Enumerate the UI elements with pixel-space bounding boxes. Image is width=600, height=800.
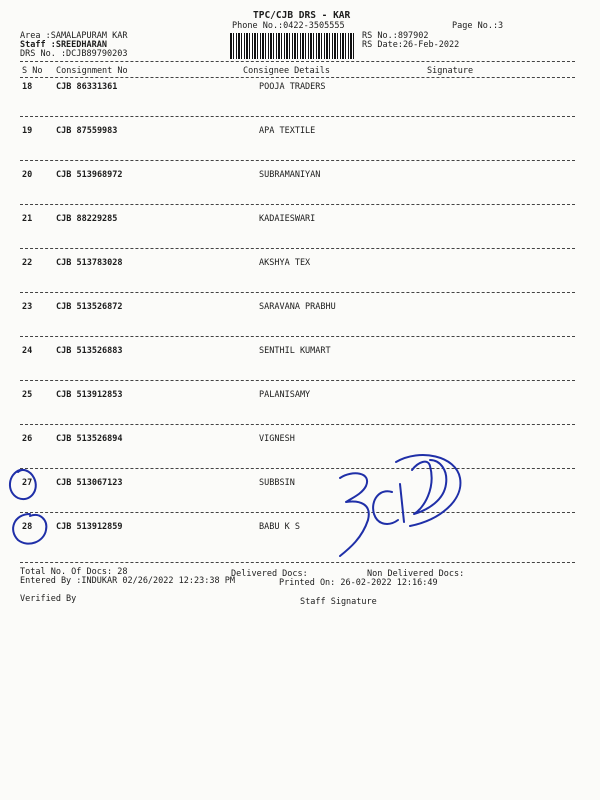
staff-signature-label: Staff Signature (300, 597, 377, 607)
row-consignment: CJB 513912853 (56, 390, 123, 400)
col-signature-header: Signature (427, 66, 474, 76)
row-consignee: VIGNESH (259, 434, 295, 444)
row-sno: 27 (22, 478, 33, 488)
row-consignee: POOJA TRADERS (259, 82, 326, 92)
row-consignee: APA TEXTILE (259, 126, 316, 136)
verified-by: Verified By (20, 594, 77, 604)
row-sno: 24 (22, 346, 33, 356)
row-consignment: CJB 513526883 (56, 346, 123, 356)
signature-stroke-l (400, 484, 404, 522)
col-consignee-header: Consignee Details (243, 66, 330, 76)
row-consignee: PALANISAMY (259, 390, 311, 400)
row-sno: 25 (22, 390, 33, 400)
row-sno: 20 (22, 170, 33, 180)
row-consignment: CJB 86331361 (56, 82, 118, 92)
row-consignee: KADAIESWARI (259, 214, 316, 224)
circle-mark-28 (13, 514, 46, 544)
row-sno: 18 (22, 82, 33, 92)
non-delivered-docs: Non Delivered Docs: (367, 569, 465, 579)
row-consignment: CJB 513526872 (56, 302, 123, 312)
signature-stroke-c (373, 491, 398, 524)
page-number: Page No.:3 (452, 21, 504, 31)
col-consignment-header: Consignment No (56, 66, 128, 76)
row-consignee: BABU K S (259, 522, 300, 532)
row-consignment: CJB 513526894 (56, 434, 123, 444)
delivered-docs: Delivered Docs: (231, 569, 308, 579)
row-consignment: CJB 87559983 (56, 126, 118, 136)
phone-number: Phone No.:0422-3505555 (232, 21, 345, 31)
area-label: Area :SAMALAPURAM KAR (20, 31, 128, 41)
rs-date: RS Date:26-Feb-2022 (362, 40, 460, 50)
row-sno: 22 (22, 258, 33, 268)
total-docs: Total No. Of Docs: 28 (20, 567, 128, 577)
row-consignment: CJB 513783028 (56, 258, 123, 268)
document-title: TPC/CJB DRS - KAR (253, 10, 351, 21)
staff-label: Staff :SREEDHARAN (20, 40, 107, 50)
row-consignee: AKSHYA TEX (259, 258, 311, 268)
row-sno: 28 (22, 522, 33, 532)
row-consignment: CJB 88229285 (56, 214, 118, 224)
row-consignee: SARAVANA PRABHU (259, 302, 336, 312)
signature-stroke-b (412, 460, 446, 514)
rs-number: RS No.:897902 (362, 31, 429, 41)
row-sno: 23 (22, 302, 33, 312)
col-sno-header: S No (22, 66, 43, 76)
row-consignee: SUBBSIN (259, 478, 295, 488)
row-consignment: CJB 513067123 (56, 478, 123, 488)
drs-number: DRS No. :DCJB89790203 (20, 49, 128, 59)
row-consignment: CJB 513968972 (56, 170, 123, 180)
row-consignee: SUBRAMANIYAN (259, 170, 321, 180)
circle-mark-27 (10, 470, 36, 499)
signature-stroke-3 (340, 473, 369, 556)
row-sno: 19 (22, 126, 33, 136)
row-consignment: CJB 513912859 (56, 522, 123, 532)
row-consignee: SENTHIL KUMART (259, 346, 331, 356)
row-sno: 26 (22, 434, 33, 444)
signature-loop (396, 455, 460, 526)
printed-on: Printed On: 26-02-2022 12:16:49 (279, 578, 438, 588)
entered-by: Entered By :INDUKAR 02/26/2022 12:23:38 PM (20, 576, 235, 586)
row-sno: 21 (22, 214, 33, 224)
